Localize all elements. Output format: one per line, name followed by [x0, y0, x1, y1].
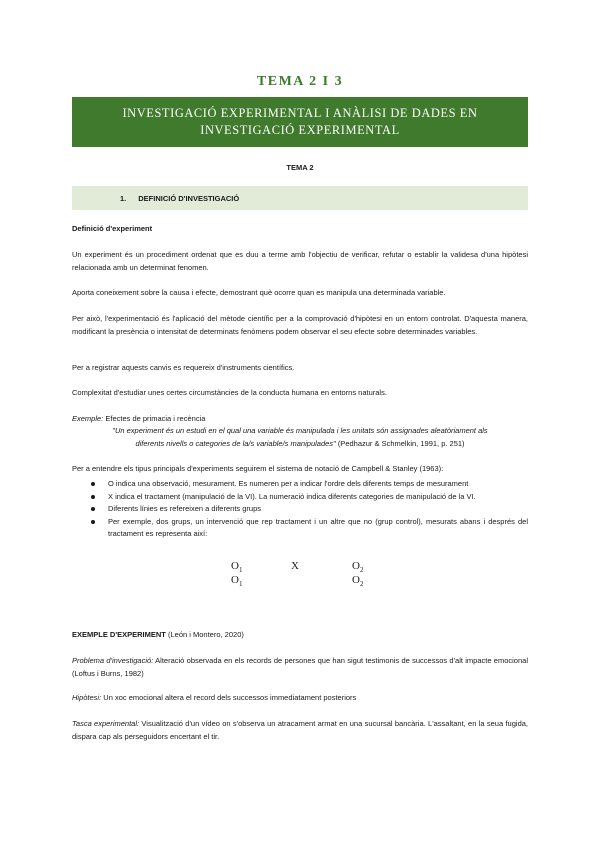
hypothesis — [72, 692, 528, 705]
notation-x-row1: X — [291, 560, 299, 572]
banner-line-1: INVESTIGACIÓ EXPERIMENTAL I ANÀLISI DE DADES EN — [122, 106, 478, 120]
experimental-task-text: Visualització d'un vídeo on s'observa un atracament armat en una sucursal bancària. L'assaltant, en la seua fugida, dispara cap als perseguidors encertant el tir. — [72, 719, 528, 741]
research-problem — [72, 655, 528, 680]
bullet-treatment: X indica el tractament (manipulació de la VI). La numeració indica diferents categories de manipulació de la VI. — [90, 491, 528, 504]
research-problem-label: Problema d'investigació: — [72, 656, 154, 665]
experimental-task-label: Tasca experimental: — [72, 719, 140, 728]
topic-subtitle: TEMA 2 — [286, 163, 314, 172]
paragraph-definition: Un experiment és un procediment ordenat que es duu a terme amb l'objectiu de verificar, refutar o establir la validesa d'una hipòtesi relacionada amb un determinat fenomen. — [72, 250, 528, 272]
paragraph-cause-effect: Aporta coneixement sobre la causa i efecte, demostrant què ocorre quan es manipula una determinada variable. — [72, 288, 446, 297]
course-title-banner — [72, 97, 528, 147]
example-title: Efectes de primacia i recència — [105, 414, 206, 423]
research-problem-text: Alteració observada en els records de persones que han sigut testimonis de successos d'alt impacte emocional (Loftus i Burns, 1982) — [72, 656, 528, 678]
section-label: DEFINICIÓ D'INVESTIGACIÓ — [138, 193, 240, 203]
section-heading — [72, 186, 528, 210]
banner-line-2: INVESTIGACIÓ EXPERIMENTAL — [200, 123, 400, 137]
notation-o1-row2: $O_1$ — [231, 574, 243, 589]
notation-o1-row1: $O_1$ — [231, 560, 243, 575]
definition-quote — [72, 425, 528, 450]
example-experiment-citation: (León i Montero, 2020) — [167, 630, 244, 639]
paragraph-instruments: Per a registrar aquests canvis es requereix d'instruments científics. — [72, 363, 295, 372]
paragraph-notation-intro: Per a entendre els tipus principals d'experiments seguirem el sistema de notació de Campbell & Stanley (1963): — [72, 464, 444, 473]
example-experiment-title: EXEMPLE D'EXPERIMENT — [72, 630, 166, 639]
paragraph-complexity: Complexitat d'estudiar unes certes circumstàncies de la conducta humana en entorns naturals. — [72, 388, 387, 397]
example-label: Exemple: — [72, 414, 104, 423]
experiment-definition-heading: Definició d'experiment — [72, 224, 153, 233]
notation-o2-row1: $O_2$ — [352, 560, 364, 575]
notation-bullet-list — [90, 478, 528, 541]
quote-text: "Un experiment és un estudi en el qual una variable és manipulada i les unitats són assignades aleatòriament als diferents nivells o categories de la/s variable/s manipulades" — [112, 426, 488, 448]
hypothesis-text: Un xoc emocional altera el record dels successos immediatament posteriors — [103, 693, 357, 702]
document-title: TEMA 2 I 3 — [256, 74, 344, 89]
notation-o2-row2: $O_2$ — [352, 574, 364, 589]
bullet-example: Per exemple, dos grups, un intervenció que rep tractament i un altre que no (grup control), mesurats abans i després del tractament es representa així: — [90, 516, 528, 541]
example-line — [72, 413, 528, 426]
experimental-task — [72, 718, 528, 743]
example-experiment-heading — [72, 629, 528, 642]
section-number: 1. — [120, 193, 127, 203]
bullet-groups: Diferents línies es refereixen a diferents grups — [90, 503, 528, 516]
quote-citation: (Pedhazur & Schmelkin, 1991, p. 251) — [337, 438, 465, 448]
paragraph-scientific-method: Per això, l'experimentació és l'aplicació del mètode científic per a la comprovació d'hipòtesi en un entorn controlat. D'aquesta manera, modificant la presència o intensitat de determinats fenòmens podem observar el seu efecte sobre determinades variables. — [72, 314, 528, 336]
hypothesis-label: Hipòtesi: — [72, 693, 102, 702]
bullet-observation: O indica una observació, mesurament. Es numeren per a indicar l'ordre dels diferents temps de mesurament — [90, 478, 528, 491]
